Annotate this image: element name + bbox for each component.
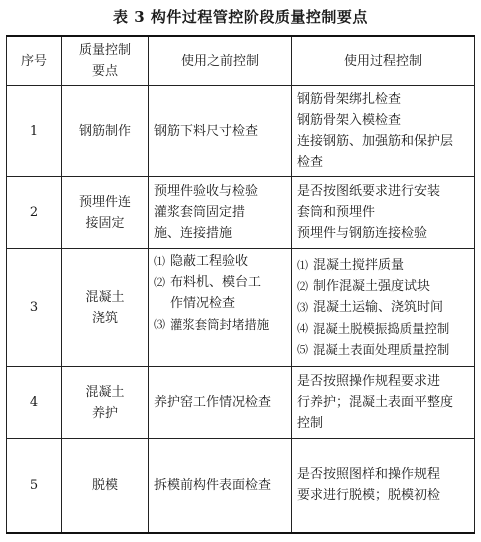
row-number: 4 [7, 367, 62, 439]
row-number: 1 [7, 86, 62, 177]
during-use-control: 是否按图纸要求进行安装 套筒和预埋件 预埋件与钢筋连接检验 [292, 177, 475, 249]
before-use-control: 养护窑工作情况检查 [149, 367, 292, 439]
list-number: ⑵ [154, 276, 165, 289]
table-row [7, 177, 475, 249]
before-use-control: 钢筋下料尺寸检查 [149, 86, 292, 177]
list-item: ⑸ 混凝土表面处理质量控制 [297, 339, 469, 360]
quality-control-table [6, 35, 475, 534]
list-number: ⑴ [154, 255, 165, 268]
list-item: ⑷ 混凝土脱模振捣质量控制 [297, 318, 469, 339]
header-during-use: 使用过程控制 [292, 36, 475, 86]
quality-point: 预埋件连 接固定 [62, 177, 149, 249]
during-use-control: 是否按照图样和操作规程 要求进行脱模；脱模初检 [292, 439, 475, 533]
list-number: ⑴ [297, 259, 308, 272]
header-no: 序号 [7, 36, 62, 86]
table-caption: 表 3 构件过程管控阶段质量控制要点 [113, 8, 368, 26]
list-item: ⑶ 混凝土运输、浇筑时间 [297, 297, 469, 318]
header-before-use: 使用之前控制 [149, 36, 292, 86]
quality-point: 钢筋制作 [62, 86, 149, 177]
list-number: ⑵ [297, 280, 308, 293]
before-use-control [149, 249, 292, 367]
before-use-list [154, 251, 286, 335]
list-item: ⑵ 制作混凝土强度试块 [297, 276, 469, 297]
table-row [7, 86, 475, 177]
before-use-control: 拆模前构件表面检查 [149, 439, 292, 533]
row-number: 5 [7, 439, 62, 533]
list-number: ⑸ [297, 343, 308, 356]
list-item: ⑴ 隐蔽工程验收 [154, 251, 286, 272]
during-use-control: 是否按照操作规程要求进 行养护；混凝土表面平整度 控制 [292, 367, 475, 439]
list-item: ⑴ 混凝土搅拌质量 [297, 255, 469, 276]
list-item: ⑶ 灌浆套筒封堵措施 [154, 314, 286, 335]
header-quality-point: 质量控制 要点 [62, 36, 149, 86]
row-number: 2 [7, 177, 62, 249]
table-row [7, 439, 475, 533]
quality-point: 脱模 [62, 439, 149, 533]
table-row [7, 367, 475, 439]
quality-point: 混凝土 养护 [62, 367, 149, 439]
list-number: ⑶ [154, 318, 165, 331]
table-row [7, 249, 475, 367]
quality-point: 混凝土 浇筑 [62, 249, 149, 367]
row-number: 3 [7, 249, 62, 367]
during-use-control [292, 249, 475, 367]
list-number: ⑶ [297, 301, 308, 314]
before-use-control: 预埋件验收与检验 灌浆套筒固定措 施、连接措施 [149, 177, 292, 249]
list-item: ⑵ 布料机、模台工 作情况检查 [154, 272, 286, 314]
during-use-list [297, 255, 469, 360]
during-use-control: 钢筋骨架绑扎检查 钢筋骨架入模检查 连接钢筋、加强筋和保护层 检查 [292, 86, 475, 177]
list-number: ⑷ [297, 322, 308, 335]
table-header-row [7, 36, 475, 86]
